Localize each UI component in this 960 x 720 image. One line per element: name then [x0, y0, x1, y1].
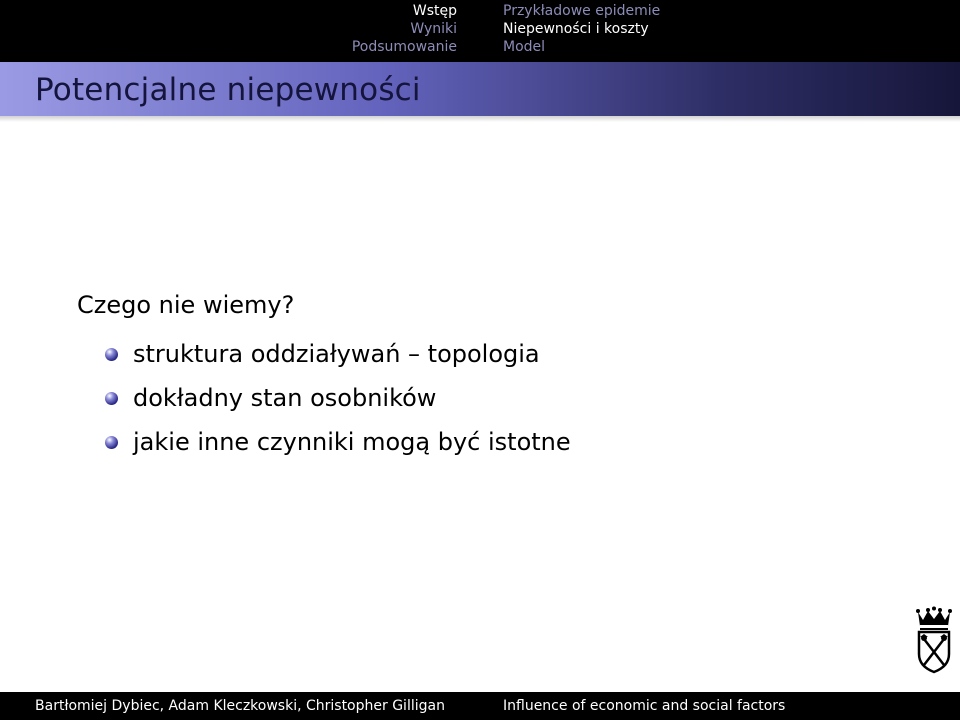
- footer-bar: [0, 692, 960, 720]
- nav-section-wstep[interactable]: Wstęp: [412, 3, 457, 19]
- bullet-text: struktura oddziaływań – topologia: [133, 340, 540, 368]
- question-heading: Czego nie wiemy?: [77, 291, 295, 319]
- nav-section-podsumowanie[interactable]: Podsumowanie: [351, 39, 457, 55]
- subsection-navigation: [480, 0, 960, 62]
- top-navigation-bar: [0, 0, 960, 62]
- nav-subsection-niepewnosci-i-koszty[interactable]: Niepewności i koszty: [503, 21, 649, 37]
- bullet-text: dokładny stan osobników: [133, 384, 437, 412]
- university-crest-icon: [914, 606, 954, 674]
- footer-authors: Bartłomiej Dybiec, Adam Kleczkowski, Christopher Gilligan: [35, 698, 445, 714]
- bullet-item: [105, 420, 897, 464]
- bullet-ball-icon: [105, 436, 118, 449]
- slide-content: [77, 288, 897, 464]
- section-navigation: [0, 0, 472, 62]
- bullet-list: [105, 332, 897, 464]
- bullet-ball-icon: [105, 392, 118, 405]
- frame-title: Potencjalne niepewności: [35, 72, 421, 108]
- nav-subsection-model[interactable]: Model: [503, 39, 546, 55]
- bullet-text: jakie inne czynniki mogą być istotne: [133, 428, 571, 456]
- frame-title-bar: [0, 62, 960, 116]
- bullet-item: [105, 376, 897, 420]
- nav-subsection-przykladowe-epidemie[interactable]: Przykładowe epidemie: [503, 3, 661, 19]
- footer-short-title: Influence of economic and social factors: [503, 698, 786, 714]
- bullet-item: [105, 332, 897, 376]
- bullet-ball-icon: [105, 348, 118, 361]
- nav-section-wyniki[interactable]: Wyniki: [410, 21, 457, 37]
